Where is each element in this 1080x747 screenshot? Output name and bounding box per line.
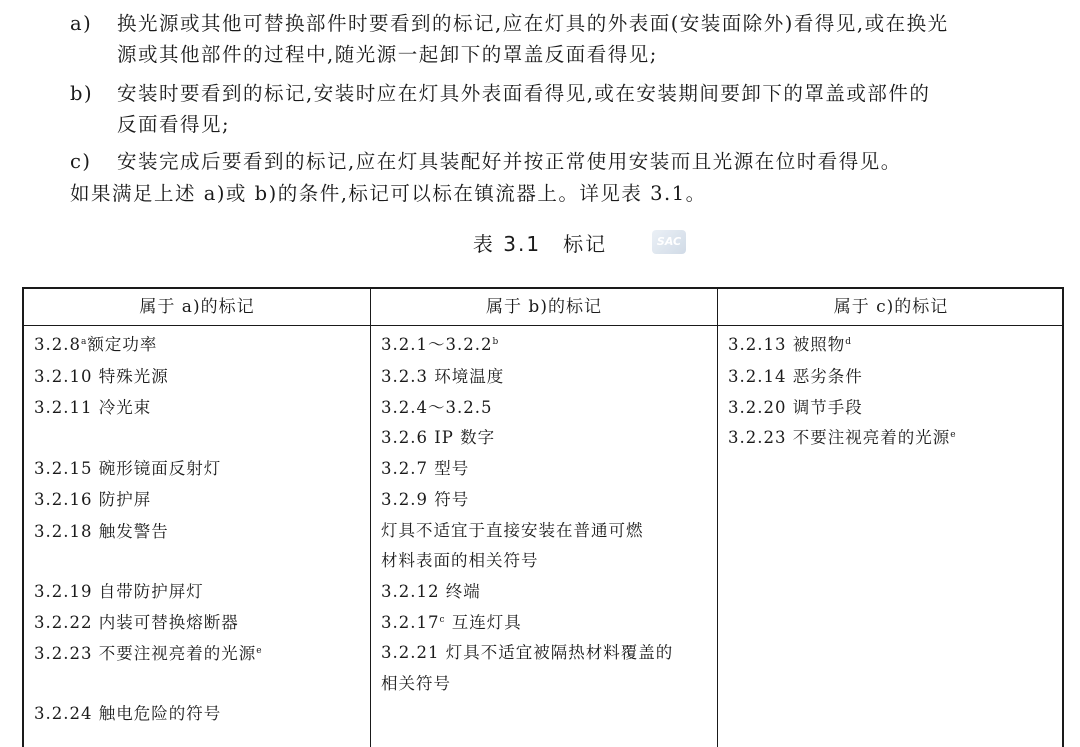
table-cell-b: 3.2.6 IP 数字	[381, 428, 496, 447]
table-cell-b: 3.2.7 型号	[381, 459, 470, 478]
table-cell-b: 3.2.1～3.2.2$^b$	[381, 335, 500, 354]
column-divider-2	[717, 289, 718, 747]
sac-watermark-logo: SAC	[652, 230, 686, 254]
table-cell-a: 3.2.11 冷光束	[34, 398, 152, 417]
table-cell-a: 3.2.10 特殊光源	[34, 367, 169, 386]
table-cell-a: 3.2.16 防护屏	[34, 490, 152, 509]
table-cell-b: 灯具不适宜于直接安装在普通可燃	[381, 521, 644, 540]
table-cell-a: 3.2.19 自带防护屏灯	[34, 582, 204, 601]
list-item-b-line-1: 安装时要看到的标记,安装时应在灯具外表面看得见,或在安装期间要卸下的罩盖或部件的	[117, 82, 931, 105]
table-cell-b: 3.2.4～3.2.5	[381, 398, 493, 417]
table-cell-c: 3.2.13 被照物$^d$	[728, 335, 852, 354]
list-marker-a: a)	[70, 12, 93, 35]
table-cell-c: 3.2.20 调节手段	[728, 398, 863, 417]
table-cell-a: 3.2.15 碗形镜面反射灯	[34, 459, 222, 478]
table-cell-a: 3.2.24 触电危险的符号	[34, 704, 222, 723]
list-item-c-line-1: 安装完成后要看到的标记,应在灯具装配好并按正常使用安装而且光源在位时看得见。	[117, 150, 902, 173]
table-title: 标记	[563, 232, 608, 256]
table-cell-b: 3.2.21 灯具不适宜被隔热材料覆盖的	[381, 643, 674, 662]
table-caption	[0, 228, 1080, 257]
table-cell-c: 3.2.14 恶劣条件	[728, 367, 863, 386]
table-cell-b: 3.2.3 环境温度	[381, 367, 505, 386]
header-col-a: 属于 a)的标记	[139, 297, 255, 317]
table-cell-a: 3.2.22 内装可替换熔断器	[34, 613, 239, 632]
header-col-b: 属于 b)的标记	[486, 297, 602, 317]
table-cell-c: 3.2.23 不要注视亮着的光源$^e$	[728, 428, 957, 447]
header-col-c: 属于 c)的标记	[833, 297, 949, 317]
note-text: 如果满足上述 a)或 b)的条件,标记可以标在镇流器上。详见表 3.1。	[70, 182, 707, 205]
list-item-a-line-2: 源或其他部件的过程中,随光源一起卸下的罩盖反面看得见;	[117, 43, 658, 66]
table-number: 表 3.1	[472, 232, 542, 256]
list-item-a-line-1: 换光源或其他可替换部件时要看到的标记,应在灯具的外表面(安装面除外)看得见,或在换光	[117, 12, 949, 35]
table-cell-a: 3.2.18 触发警告	[34, 522, 169, 541]
table-cell-a: 3.2.23 不要注视亮着的光源$^e$	[34, 644, 263, 663]
table-cell-b: 相关符号	[381, 674, 451, 693]
table-cell-b: 材料表面的相关符号	[381, 551, 539, 570]
list-marker-c: c)	[70, 150, 92, 173]
table-cell-b: 3.2.17$^c$ 互连灯具	[381, 613, 522, 632]
table-cell-b: 3.2.12 终端	[381, 582, 481, 601]
column-divider-1	[370, 289, 371, 747]
list-item-b-line-2: 反面看得见;	[117, 113, 231, 136]
table-cell-b: 3.2.9 符号	[381, 490, 470, 509]
marking-table	[22, 287, 1064, 747]
table-cell-a: 3.2.8$^a$额定功率	[34, 335, 158, 354]
list-marker-b: b)	[70, 82, 94, 105]
